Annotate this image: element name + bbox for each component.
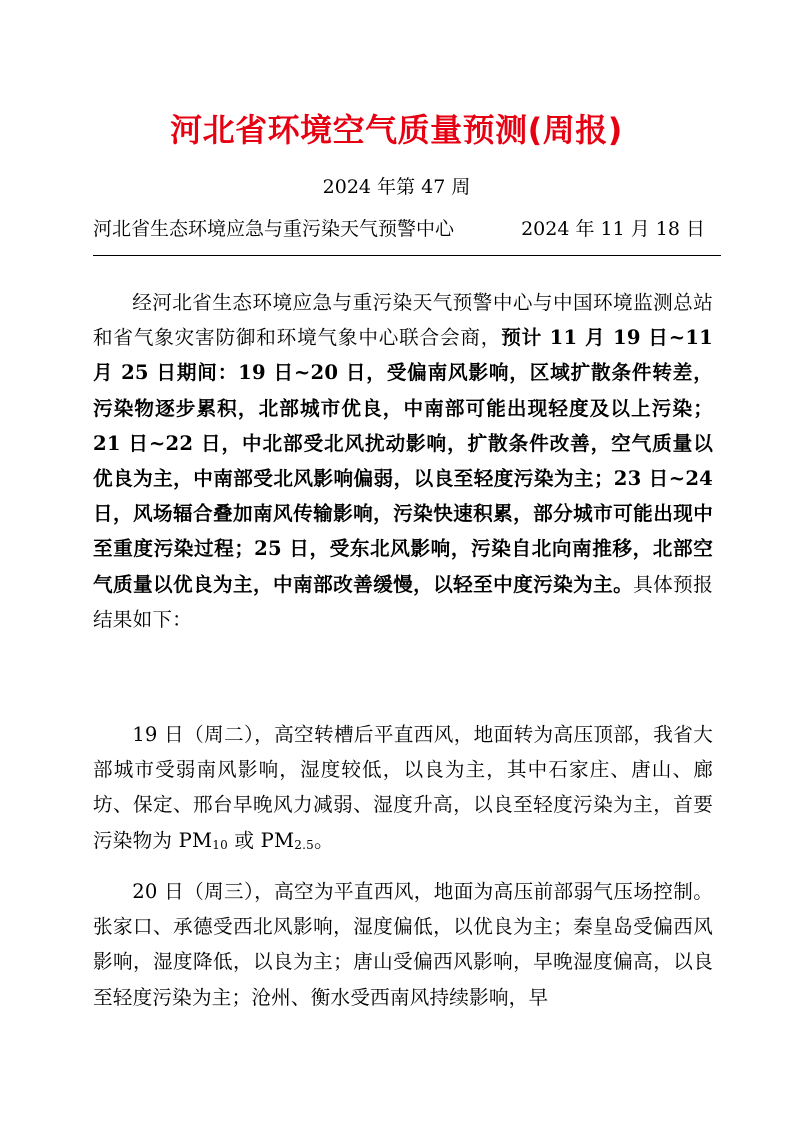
issuer-line xyxy=(93,216,705,242)
day-19-text: 19 日（周二），高空转槽后平直西风，地面转为高压顶部，我省大部城市受弱南风影响，湿度较低，以良为主，其中石家庄、唐山、廊坊、保定、邢台早晚风力减弱、湿度升高，以良至轻度污染为主，首要污染物为 xyxy=(93,723,713,852)
day-20-text: 20 日（周三），高空为平直西风，地面为高压前部弱气压场控制。张家口、承德受西北风影响，湿度偏低，以优良为主；秦皇岛受偏西风影响，湿度降低，以良为主；唐山受偏西风影响，早晚湿度偏高，以良至轻度污染为主；沧州、衡水受西南风持续影响，早 xyxy=(93,880,713,1009)
issuer-organization: 河北省生态环境应急与重污染天气预警中心 xyxy=(93,218,455,240)
summary-paragraph xyxy=(93,285,713,637)
header-divider xyxy=(93,255,721,256)
document-title: 河北省环境空气质量预测(周报) xyxy=(170,111,623,149)
pm10-label: $PM_{10}$ xyxy=(178,828,228,852)
summary-forecast: 预计 11 月 19 日~11 月 25 日期间：19 日~20 日，受偏南风影响，区域扩散条件转差，污染物逐步累积，北部城市优良，中南部可能出现轻度及以上污染；21 日~22 日，中北部受北风扰动影响，扩散条件改善，空气质量以优良为主，中南部受北风影响偏弱，以良至轻度污染为主；23 日~24 日，风场辐合叠加南风传输影响，污染快速积累，部分城市可能出现中至重度污染过程；25 日，受东北风影响，污染自北向南推移，北部空气质量以优良为主，中南部改善缓慢，以轻至中度污染为主。 xyxy=(93,326,713,596)
day-20-paragraph xyxy=(93,874,713,1015)
day-19-end: 。 xyxy=(313,828,334,852)
connector-text: 或 xyxy=(227,828,261,852)
issue-date: 2024 年 11 月 18 日 xyxy=(521,218,705,240)
issue-number: 2024 年第 47 周 xyxy=(322,176,471,198)
summary-tail: 具体预报结果如下： xyxy=(93,572,713,631)
summary-intro: 经河北省生态环境应急与重污染天气预警中心与中国环境监测总站和省气象灾害防御和环境气象中心联合会商， xyxy=(93,291,713,350)
day-19-paragraph xyxy=(93,717,713,858)
pm25-label: $PM_{2.5}$ xyxy=(260,828,314,852)
